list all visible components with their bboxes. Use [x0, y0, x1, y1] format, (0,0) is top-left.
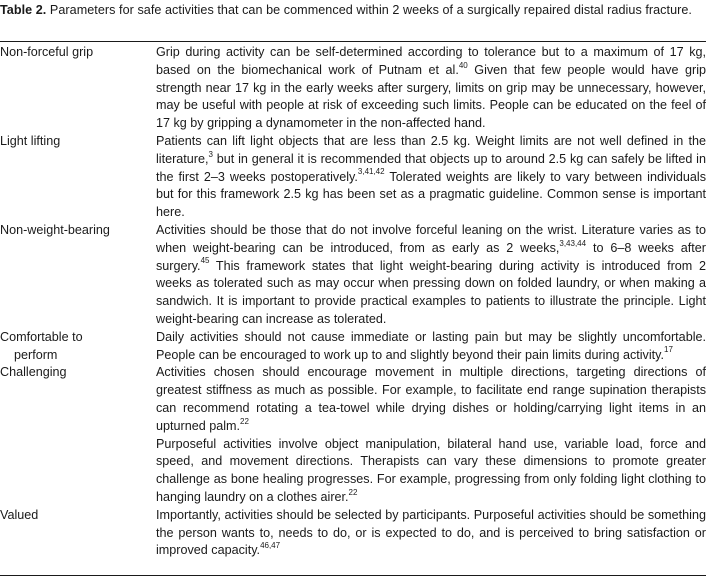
citation-superscript: 3,43,44 — [559, 238, 587, 248]
description-text: Tolerated weights are likely to vary between individuals but for this framework 2.5 kg has been set as a pragmatic guideline. Common sense is important here. — [156, 169, 706, 220]
row-description — [156, 44, 706, 133]
description-paragraph — [156, 507, 706, 560]
description-paragraph — [156, 44, 706, 133]
term-line: Valued — [0, 507, 39, 522]
description-paragraph — [156, 364, 706, 435]
term-line: Non-weight-bearing — [0, 222, 110, 237]
row-term — [0, 44, 150, 62]
row-term — [0, 222, 150, 240]
table-caption — [0, 2, 700, 19]
citation-superscript: 3 — [208, 149, 213, 159]
description-paragraph — [156, 329, 706, 365]
description-text: Patients can lift light objects that are less than 2.5 kg. Weight limits are not well defined in the literature, — [156, 133, 706, 166]
description-text: Activities chosen should encourage movement in multiple directions, targeting directions of greatest stiffness as much as possible. For example, to facilitate end range supination therapists can recommend rotating a tea-towel while drying dishes or holding/carrying light items in an upturned palm. — [156, 365, 706, 433]
citation-superscript: 40 — [458, 60, 468, 70]
table-row — [0, 222, 706, 329]
description-paragraph — [156, 436, 706, 507]
row-description — [156, 507, 706, 560]
description-text: This framework states that light weight-bearing during activity is introduced from 2 weeks as tolerated such as may occur when pressing down on folded laundry, or when making a sandwich. It is important to provide practical examples to patients to illustrate the principle. Light weight-bearing can increase as tolerated. — [156, 258, 706, 326]
citation-superscript: 17 — [664, 345, 673, 355]
table-row — [0, 364, 706, 506]
description-text: Grip during activity can be self-determined according to tolerance but to a maximum of 17 kg, based on the biomechanical work of Putnam et al. — [156, 45, 706, 77]
row-term — [0, 329, 150, 365]
citation-superscript: 3,41,42 — [357, 167, 385, 177]
row-description — [156, 329, 706, 365]
row-description — [156, 364, 706, 506]
description-text: to 6–8 weeks after surgery. — [156, 240, 706, 273]
table-row — [0, 507, 706, 560]
parameters-table — [0, 44, 706, 560]
term-line: Challenging — [0, 365, 67, 380]
term-line: Comfortable to — [0, 329, 83, 344]
description-paragraph — [156, 133, 706, 222]
description-text: but in general it is recommended that objects up to around 2.5 kg can safely be lifted in the first 2–3 weeks postoperatively. — [156, 151, 706, 184]
description-paragraph — [156, 222, 706, 329]
description-text: Purposeful activities involve object manipulation, bilateral hand use, variable load, force and speed, and movement directions. Therapists can vary these dimensions to promote greater challenge as bone healing progresses. For example, progressing from only folding light clothing to hanging laundry on a clothes airer. — [156, 436, 706, 504]
term-line: Light lifting — [0, 133, 61, 148]
row-description — [156, 133, 706, 222]
row-description — [156, 222, 706, 329]
citation-superscript: 46,47 — [260, 541, 281, 551]
caption-text: Parameters for safe activities that can be commenced within 2 weeks of a surgically repaired distal radius fracture. — [46, 3, 692, 17]
table-label: Table 2. — [0, 3, 47, 17]
description-text: Given that few people would have grip strength near 17 kg in the early weeks after surgery, limits on grip may be unnecessary, however, may be useful with people at risk of exceeding such limits. People can be educated on the feel of 17 kg by gripping a dynamometer in the non-affected hand. — [156, 62, 706, 131]
citation-superscript: 45 — [200, 256, 210, 266]
description-text: Activities should be those that do not involve forceful leaning on the wrist. Literature varies as to when weight-bearing can be introduced, from as early as 2 weeks, — [156, 222, 706, 255]
row-term — [0, 133, 150, 151]
term-line: Non-forceful grip — [0, 45, 94, 59]
table-row — [0, 133, 706, 222]
bottom-rule — [0, 575, 706, 576]
description-text: Importantly, activities should be selected by participants. Purposeful activities should be something the person wants to, needs to do, or is expected to do, and is perceived to bring satisfaction or improved capacity. — [156, 507, 706, 558]
table-row — [0, 329, 706, 365]
top-rule — [0, 41, 706, 42]
table-row — [0, 44, 706, 133]
term-line: perform — [14, 347, 58, 362]
row-term — [0, 507, 150, 525]
citation-superscript: 22 — [348, 487, 358, 497]
description-text: Daily activities should not cause immediate or lasting pain but may be slightly uncomfortable. People can be encouraged to work up to and slightly beyond their pain limits during activity. — [156, 329, 706, 362]
citation-superscript: 22 — [240, 416, 249, 426]
row-term — [0, 364, 150, 382]
